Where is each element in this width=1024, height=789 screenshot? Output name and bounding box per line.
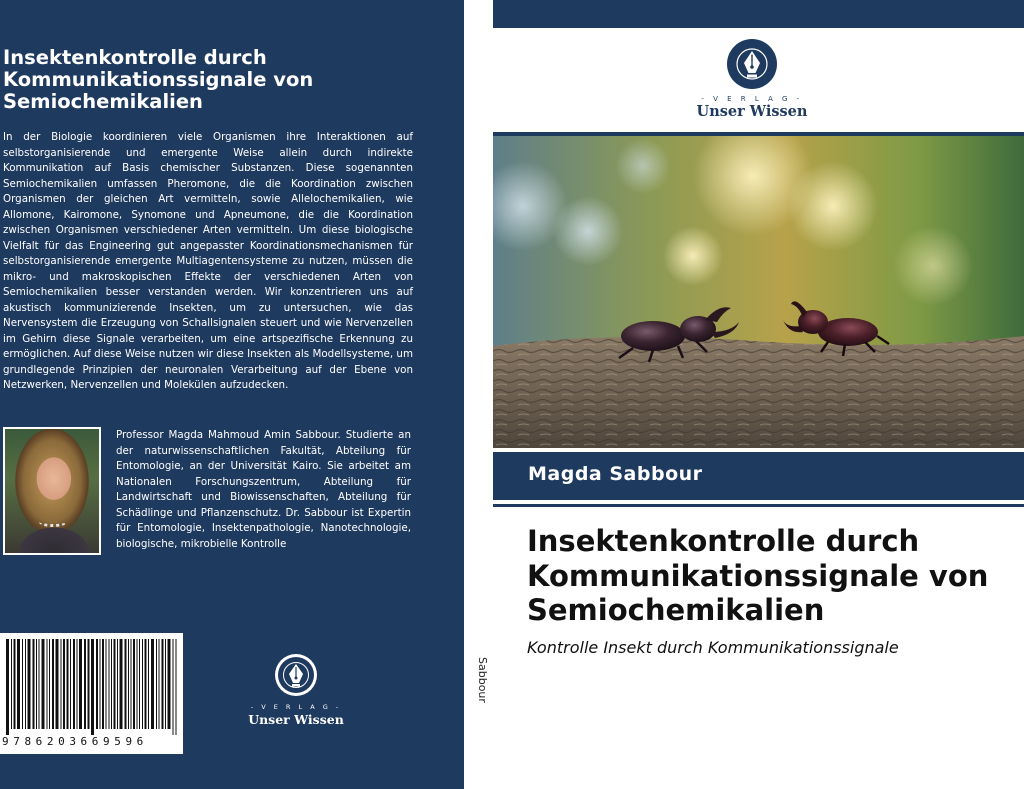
barcode-bar (56, 639, 59, 729)
barcode-bar (151, 639, 154, 729)
publisher-seal-icon (274, 653, 318, 697)
back-publisher-name: Unser Wissen (248, 712, 344, 727)
barcode-bar (106, 639, 107, 729)
barcode-bar (91, 639, 94, 735)
author-band-line (493, 504, 1024, 507)
author-photo (3, 427, 101, 555)
barcode-bar (173, 639, 174, 735)
barcode-bar (52, 639, 54, 729)
barcode-bars (0, 633, 183, 736)
barcode-bar (165, 639, 166, 729)
back-cover-blurb: In der Biologie koordinieren viele Organismen ihre Interaktionen auf selbstorganisierende und emergente Weise allein durch indirekte Kommunikation auf Basis chemischer Substanzen. Diese sogenannten Semiochemikalien umfassen Pheromone, die die Koordination zwischen Organismen der gleichen Art vermitteln, sowie Allelochemikalien, wie Allomone, Kairomone, Synomone und Apneumone, die die Koordination zwischen Organismen verschiedener Arten vermitteln. Um diese biologische Vielfalt für das Engineering gut angepasster Koordinationsmechanismen für selbstorganisierende emergente Multiagentensysteme zu nutzen, müssen die mikro- und makroskopischen Effekte der verschiedenen Arten von Semiochemikalien besser verstanden werden. Wir konzentrieren uns auf akustisch kommunizierende Insekten, um zu untersuchen, wie das Nervensystem die Erzeugung von Schallsignalen steuert und wie Nervenzellen im Gehirn diese Signale verarbeiten, um eine artspezifische Erkennung zu ermöglichen. Auf diese Weise nutzen wir diese Insekten als Modellsysteme, um grundlegende Prinzipien der neuronalen Verarbeitung auf der Ebene von Netzwerken, Nervenzellen und Molekülen aufzudecken. (3, 131, 413, 391)
spine-author: Sabbour (476, 657, 489, 703)
barcode-bar (11, 639, 12, 729)
front-top-bar (493, 0, 1024, 28)
front-cover-subtitle: Kontrolle Insekt durch Kommunikationssignale (527, 638, 899, 657)
barcode-bar (131, 639, 132, 729)
barcode-bar (67, 639, 69, 729)
barcode-bar (17, 639, 20, 729)
barcode-bar (139, 639, 140, 729)
barcode-bar (6, 639, 9, 735)
barcode-bar (102, 639, 104, 729)
barcode-bar (33, 639, 35, 729)
barcode-bar (125, 639, 127, 729)
barcode-bar (128, 639, 129, 729)
barcode-bar (84, 639, 86, 729)
barcode-bar (111, 639, 112, 729)
front-publisher-name: Unser Wissen (696, 103, 808, 120)
barcode-bar (109, 639, 110, 729)
barcode-bar (159, 639, 160, 729)
publisher-seal-icon (726, 38, 778, 90)
barcode-bar (142, 639, 143, 729)
barcode-bar (25, 639, 26, 729)
barcode-bar (14, 639, 16, 729)
back-publisher-verlag: - V E R L A G - (250, 703, 342, 711)
barcode-bar (61, 639, 62, 729)
barcode (0, 633, 183, 754)
barcode-bar (79, 639, 82, 729)
barcode-bar (88, 639, 90, 729)
author-photo-shoulders (13, 513, 95, 553)
barcode-bar (39, 639, 40, 729)
front-cover-title: Insektenkontrolle durch Kommunikationssignale von Semiochemikalien (527, 524, 989, 627)
barcode-bar (73, 639, 75, 729)
barcode-digits: 9786203669596 (2, 735, 148, 748)
barcode-bar (36, 639, 37, 729)
barcode-bar (42, 639, 45, 729)
front-author-name: Magda Sabbour (528, 463, 703, 485)
back-publisher-logo (246, 653, 346, 727)
barcode-bar (156, 639, 157, 729)
barcode-bar (96, 639, 98, 729)
back-cover (0, 0, 464, 789)
barcode-bar (100, 639, 101, 729)
barcode-bar (28, 639, 31, 729)
cover-photo-illustration (493, 136, 1024, 448)
barcode-bar (70, 639, 71, 729)
barcode-bar (114, 639, 116, 729)
barcode-bar (117, 639, 118, 729)
barcode-bar (168, 639, 171, 729)
back-cover-title: Insektenkontrolle durch Kommunikationssignale von Semiochemikalien (3, 46, 314, 113)
barcode-bar (120, 639, 123, 729)
barcode-bar (47, 639, 48, 729)
barcode-bar (49, 639, 50, 729)
barcode-bar (22, 639, 23, 729)
author-bio: Professor Magda Mahmoud Amin Sabbour. Studierte an der naturwissenschaftlichen Fakultät, Abteilung für Entomologie, an der Universität Kairo. Sie arbeitet am Nationalen Forschungszentrum, Abteilung für Landwirtschaft und Biowissenschaften, Abteilung für Schädlinge und Pflanzenschutz. Dr. Sabbour ist Expertin für Entomologie, Insektenpathologie, Nanotechnologie, biologische, mikrobielle Kontrolle (116, 429, 411, 550)
barcode-bar (145, 639, 147, 729)
front-publisher-logo (692, 38, 812, 122)
cover-photo-beetles (493, 136, 1024, 448)
barcode-bar (137, 639, 138, 729)
front-publisher-verlag: - V E R L A G - (701, 95, 803, 103)
barcode-bar (148, 639, 149, 729)
barcode-bar (63, 639, 65, 729)
barcode-bar (133, 639, 135, 729)
barcode-bar (176, 639, 177, 735)
barcode-bar (77, 639, 78, 729)
barcode-bar (162, 639, 164, 729)
